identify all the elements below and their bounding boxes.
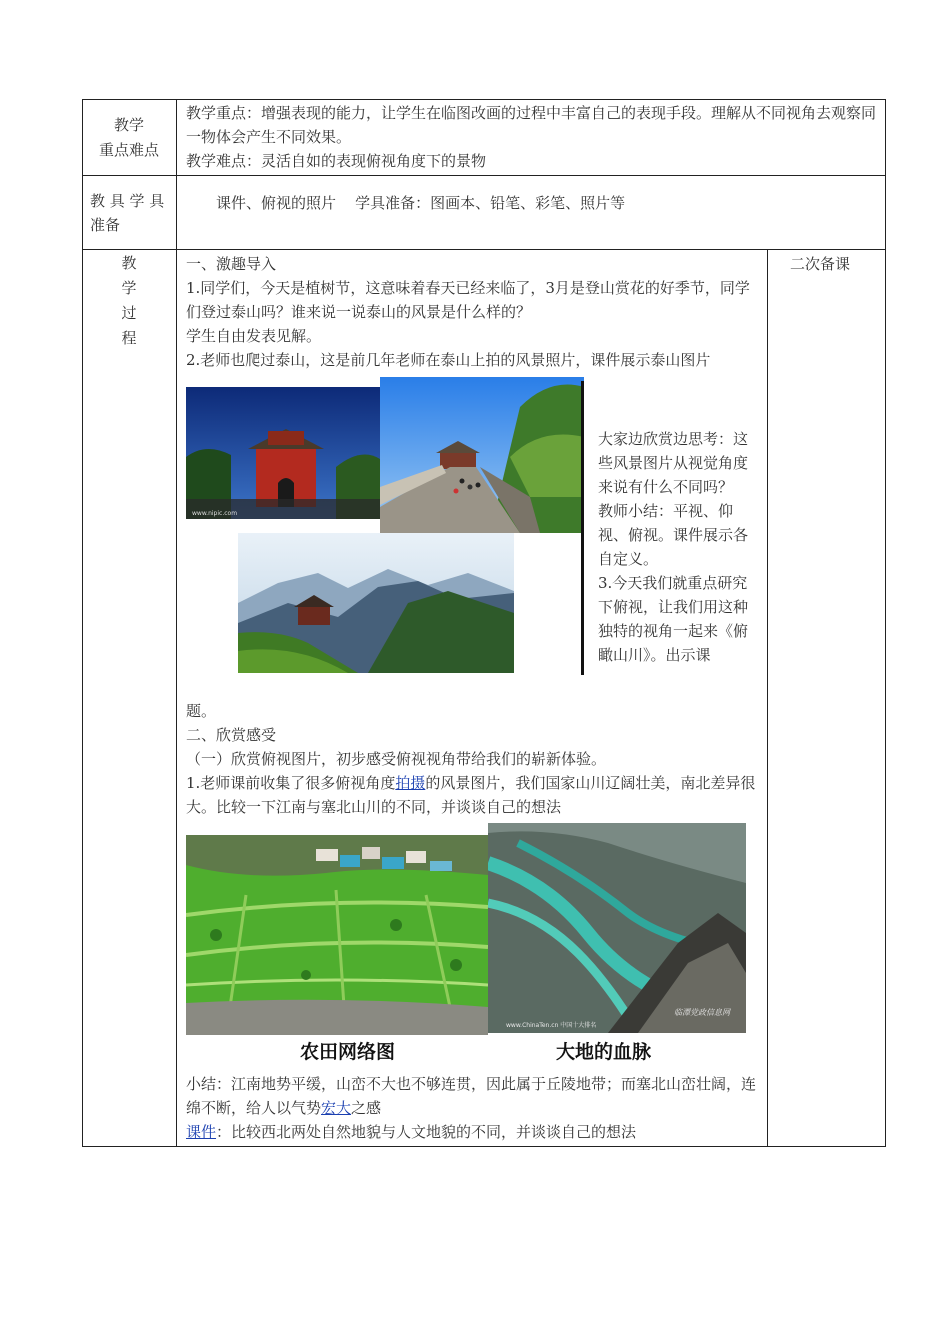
paragraph: 2.老师也爬过泰山，这是前几年老师在泰山上拍的风景照片，课件展示泰山图片 — [186, 351, 711, 369]
table-border-right — [885, 99, 886, 1147]
teaching-difficulty: 教学难点：灵活自如的表现俯视角度下的景物 — [186, 152, 487, 170]
paragraph: 大家边欣赏边思考：这些风景图片从视觉角度来说有什么不同吗？ — [598, 430, 749, 496]
label-line: 教 具 学 具 — [90, 192, 165, 210]
courseware-paragraph: 课件：比较西北两处自然地貌与人文地貌的不同，并谈谈自己的想法 — [186, 1123, 637, 1141]
label-char: 学 — [121, 279, 137, 297]
paragraph: （一）欣赏俯视图片，初步感受俯视视角带给我们的崭新体验。 — [186, 750, 607, 768]
label-line: 准备 — [90, 216, 121, 234]
summary-paragraph: 小结：江南地势平缓，山峦不大也不够连贯，因此属于丘陵地带；而塞北山峦壮阔，连绵不断，给人以气势宏大之感 — [186, 1075, 757, 1117]
lesson-plan-table — [82, 99, 886, 1147]
label-char: 教 — [121, 254, 137, 272]
braided-river-photo — [488, 823, 746, 1033]
paragraph: 学生自由发表见解。 — [186, 327, 322, 345]
process-label — [82, 251, 176, 351]
river-caption: 大地的血脉 — [556, 1041, 652, 1063]
paragraph: 1.同学们，今天是植树节，这意味着春天已经来临了，3月是登山赏花的好季节，同学们登过泰山吗？谁来说一说泰山的风景是什么样的？ — [186, 279, 750, 321]
photograph-link[interactable]: 拍摄 — [395, 774, 426, 792]
section-title: 一、激趣导入 — [186, 255, 277, 273]
farmland-caption: 农田网络图 — [300, 1041, 396, 1063]
row-divider-2 — [82, 249, 886, 250]
column-divider-2 — [767, 249, 768, 1147]
collage-side-text — [598, 427, 762, 667]
table-border-bottom — [82, 1146, 886, 1147]
row-divider-1 — [82, 175, 886, 176]
appreciation-section — [186, 699, 762, 819]
materials-content: 课件、俯视的照片 学具准备：图画本、铅笔、彩笔、照片等 — [216, 194, 626, 212]
secondary-prep-header: 二次备课 — [790, 255, 851, 273]
summary-section — [186, 1072, 762, 1144]
farmland-photo — [186, 835, 488, 1035]
table-border-top — [82, 99, 886, 100]
section-title: 二、欣赏感受 — [186, 726, 277, 744]
collage-edge — [581, 381, 584, 675]
temple-gate-photo — [186, 387, 380, 519]
intro-section — [186, 252, 762, 372]
paragraph: 1.老师课前收集了很多俯视角度拍摄的风景图片，我们国家山川辽阔壮美，南北差异很大。比较一下江南与塞北山川的不同，并谈谈自己的想法 — [186, 774, 756, 816]
label-char: 过 — [121, 304, 137, 322]
paragraph: 题。 — [186, 702, 217, 720]
photo-watermark: www.ChinaTen.cn 中国十大排名 — [506, 1022, 597, 1029]
photo-watermark: www.nipic.com — [192, 510, 238, 517]
photo-watermark: 临潭党政信息网 — [674, 1008, 730, 1017]
teaching-focus: 教学重点：增强表现的能力，让学生在临图改画的过程中丰富自己的表现手段。理解从不同视角去观察同一物体会产生不同效果。 — [186, 104, 877, 146]
key-points-label — [82, 113, 176, 163]
label-line: 教学 — [113, 116, 144, 134]
materials-label — [90, 189, 174, 237]
mountain-range-photo — [238, 533, 514, 673]
label-char: 程 — [121, 329, 137, 347]
grand-link[interactable]: 宏大 — [321, 1099, 352, 1117]
courseware-link[interactable]: 课件 — [186, 1123, 217, 1141]
column-divider-1 — [176, 99, 177, 1147]
label-line: 重点难点 — [98, 141, 159, 159]
key-points-content — [186, 101, 880, 173]
mountain-stairway-photo — [380, 377, 584, 533]
paragraph: 3.今天我们就重点研究下俯视，让我们用这种独特的视角一起来《俯瞰山川》。出示课 — [598, 574, 749, 664]
paragraph: 教师小结：平视、仰视、俯视。课件展示各自定义。 — [598, 502, 749, 568]
